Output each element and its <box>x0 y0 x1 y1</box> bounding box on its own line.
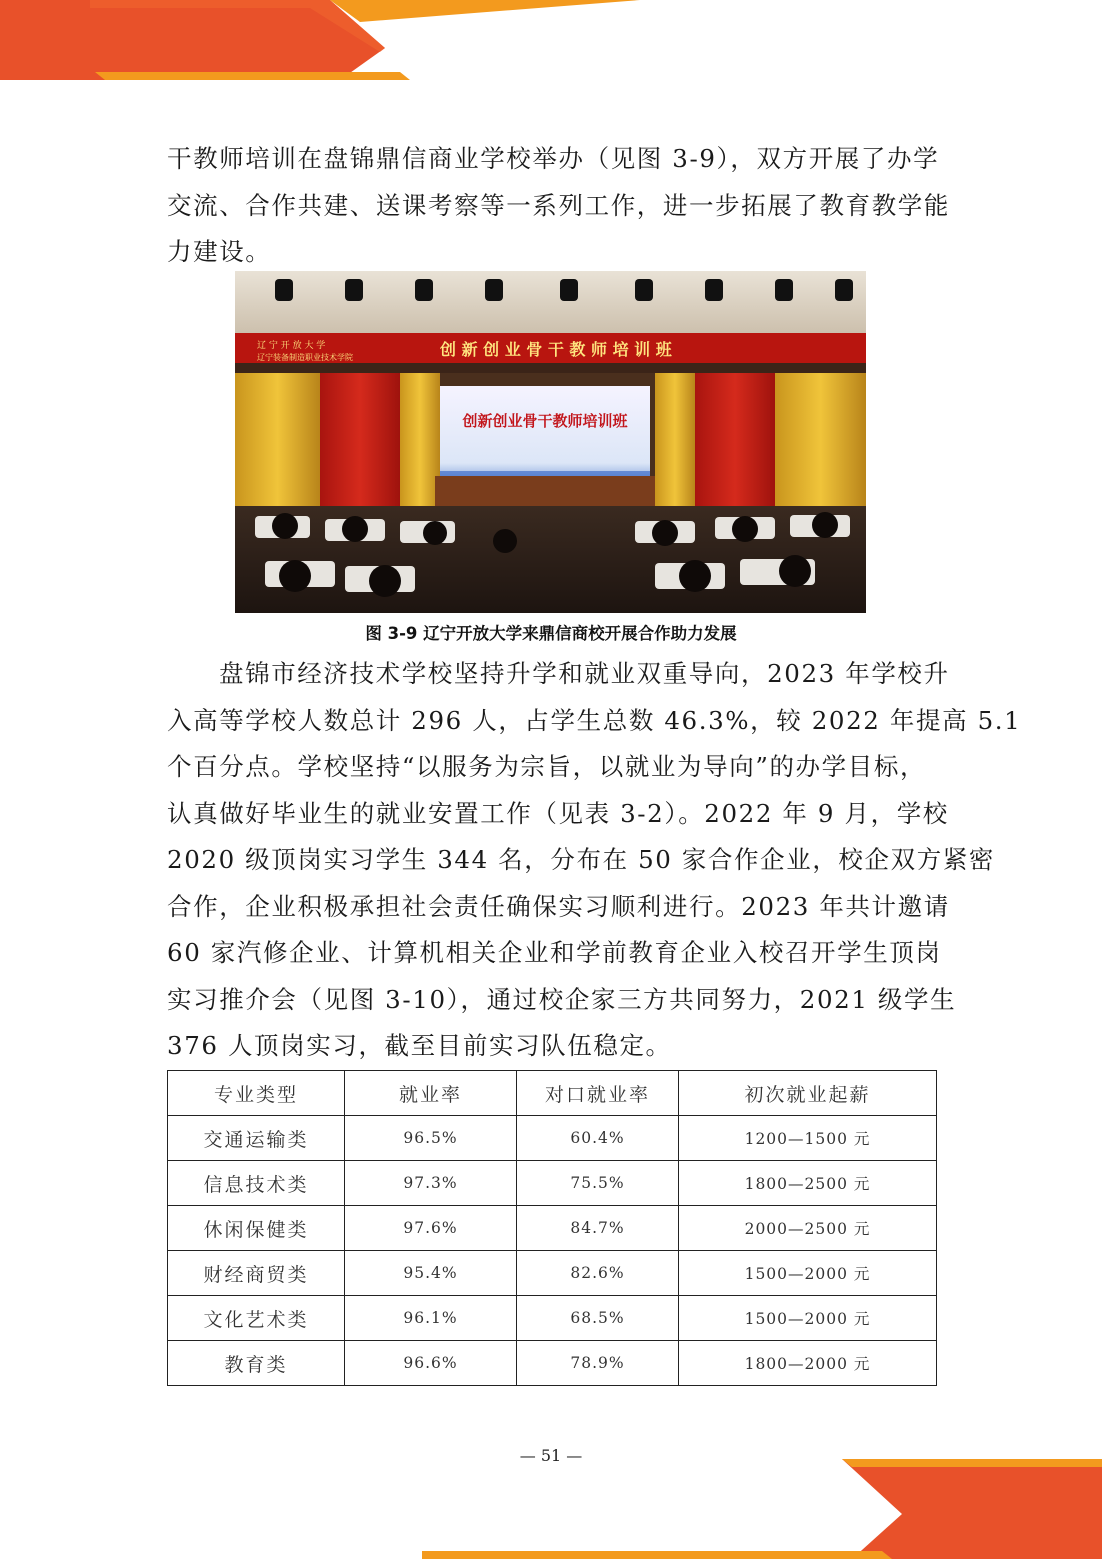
paragraph-continued <box>167 136 950 276</box>
cell-major: 信息技术类 <box>168 1161 345 1206</box>
cell-salary: 1800—2500 元 <box>679 1161 937 1206</box>
table-row <box>168 1116 937 1161</box>
table-row <box>168 1341 937 1386</box>
cell-major: 休闲保健类 <box>168 1206 345 1251</box>
header-relevant-rate: 对口就业率 <box>517 1071 679 1116</box>
text-line: 60 家汽修企业、计算机相关企业和学前教育企业入校召开学生顶岗 <box>167 938 942 967</box>
text-line: 2020 级顶岗实习学生 344 名，分布在 50 家合作企业，校企双方紧密 <box>167 845 996 874</box>
cell-salary: 2000—2500 元 <box>679 1206 937 1251</box>
text-line: 认真做好毕业生的就业安置工作（见表 3-2）。2022 年 9 月，学校 <box>167 798 949 828</box>
cell-employment-rate: 96.6% <box>345 1341 517 1386</box>
header-major-type: 专业类型 <box>168 1071 345 1116</box>
header-starting-salary: 初次就业起薪 <box>679 1071 937 1116</box>
text-line: 376 人顶岗实习，截至目前实习队伍稳定。 <box>167 1031 672 1060</box>
cell-employment-rate: 97.6% <box>345 1206 517 1251</box>
cell-relevant-rate: 78.9% <box>517 1341 679 1386</box>
employment-paragraph <box>167 651 1022 1070</box>
cell-relevant-rate: 68.5% <box>517 1296 679 1341</box>
text-line: 干教师培训在盘锦鼎信商业学校举办（见图 3-9），双方开展了办学 <box>167 144 940 173</box>
text-line: 合作，企业积极承担社会责任确保实习顺利进行。2023 年共计邀请 <box>167 891 950 921</box>
figure-caption: 图 3-9 辽宁开放大学来鼎信商校开展合作助力发展 <box>365 624 737 643</box>
header-decoration <box>0 0 660 90</box>
training-photo <box>235 271 866 613</box>
cell-major: 财经商贸类 <box>168 1251 345 1296</box>
cell-relevant-rate: 84.7% <box>517 1206 679 1251</box>
text-line: 个百分点。学校坚持“以服务为宗旨，以就业为导向”的办学目标， <box>167 752 927 781</box>
banner-left-line1: 辽 宁 开 放 大 学 <box>257 341 326 351</box>
table-row <box>168 1251 937 1296</box>
table-header-row <box>168 1071 937 1116</box>
text-line: 入高等学校人数总计 296 人，占学生总数 46.3%，较 2022 年提高 5.1 <box>167 705 1022 735</box>
cell-relevant-rate: 75.5% <box>517 1161 679 1206</box>
banner-left-line2: 辽宁装备制造职业技术学院 <box>257 353 353 362</box>
cell-employment-rate: 95.4% <box>345 1251 517 1296</box>
screen-title: 创新创业骨干教师培训班 <box>462 412 628 430</box>
table-row <box>168 1296 937 1341</box>
banner-main-text: 创 新 创 业 骨 干 教 师 培 训 班 <box>440 340 672 359</box>
cell-employment-rate: 96.1% <box>345 1296 517 1341</box>
cell-relevant-rate: 60.4% <box>517 1116 679 1161</box>
cell-salary: 1500—2000 元 <box>679 1296 937 1341</box>
cell-major: 文化艺术类 <box>168 1296 345 1341</box>
footer-decoration <box>422 1459 1102 1559</box>
cell-major: 交通运输类 <box>168 1116 345 1161</box>
cell-employment-rate: 97.3% <box>345 1161 517 1206</box>
text-line: 交流、合作共建、送课考察等一系列工作，进一步拓展了教育教学能 <box>167 190 950 220</box>
cell-relevant-rate: 82.6% <box>517 1251 679 1296</box>
text-line: 实习推介会（见图 3-10），通过校企家三方共同努力，2021 级学生 <box>167 984 957 1014</box>
cell-salary: 1200—1500 元 <box>679 1116 937 1161</box>
employment-table <box>167 1070 937 1386</box>
table-row <box>168 1161 937 1206</box>
cell-major: 教育类 <box>168 1341 345 1386</box>
header-employment-rate: 就业率 <box>345 1071 517 1116</box>
cell-salary: 1500—2000 元 <box>679 1251 937 1296</box>
cell-employment-rate: 96.5% <box>345 1116 517 1161</box>
cell-salary: 1800—2000 元 <box>679 1341 937 1386</box>
text-line: 力建设。 <box>167 237 272 266</box>
page-number: — 51 — <box>519 1446 583 1465</box>
table-row <box>168 1206 937 1251</box>
text-line: 盘锦市经济技术学校坚持升学和就业双重导向，2023 年学校升 <box>219 659 950 688</box>
